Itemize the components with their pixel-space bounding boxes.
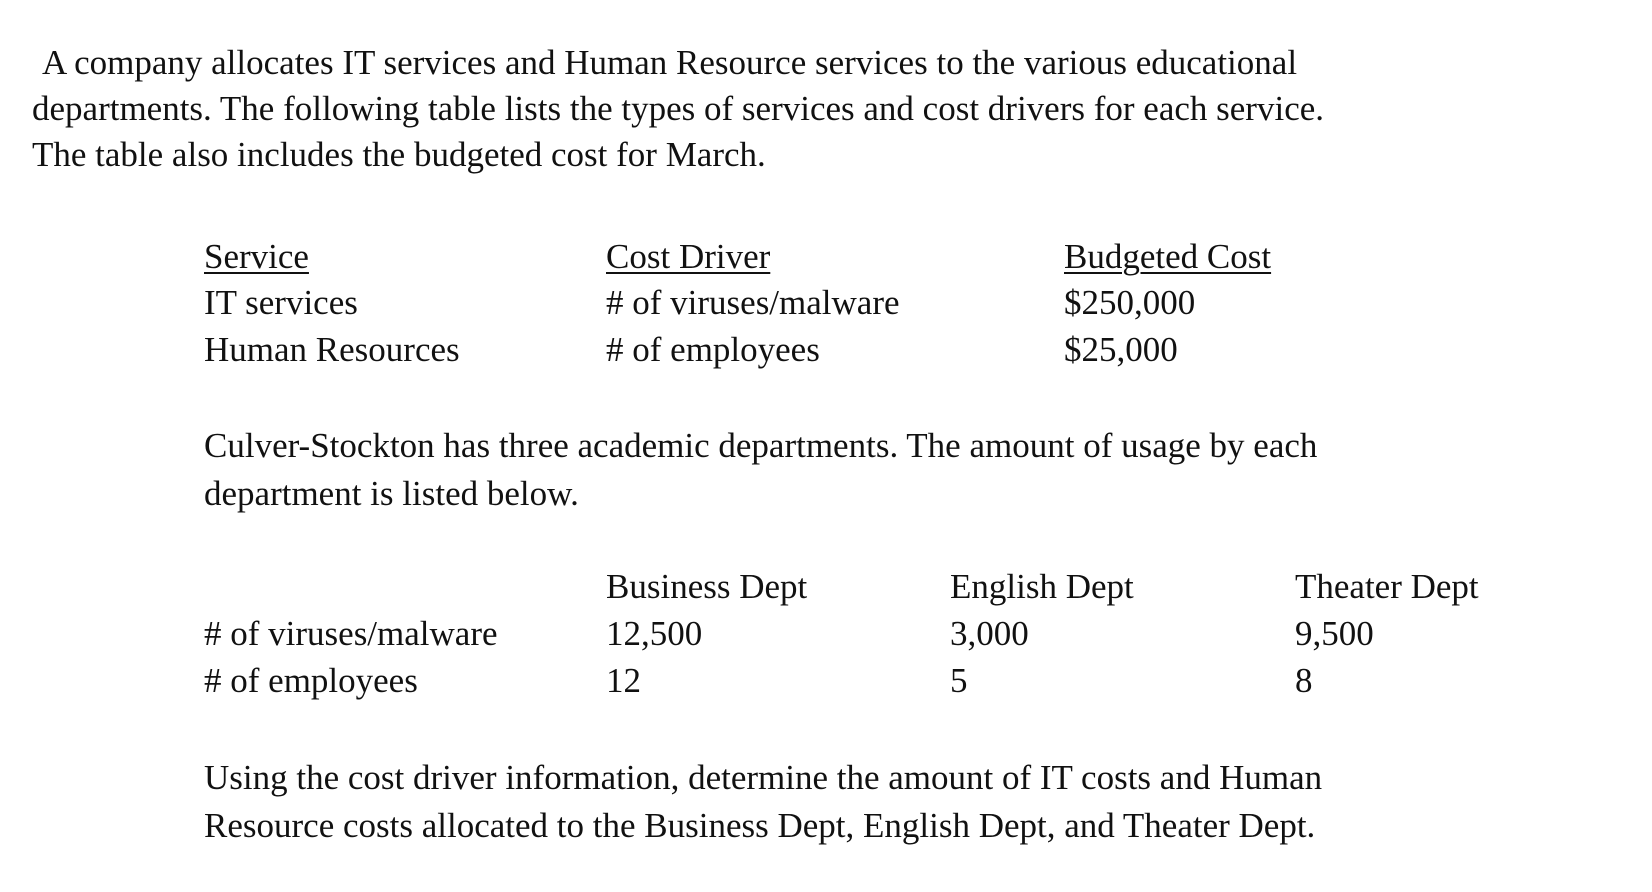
row-label: # of viruses/malware (204, 614, 498, 653)
usage-value: 9,500 (1295, 614, 1374, 653)
question-line: Using the cost driver information, determine the amount of IT costs and Human (204, 758, 1323, 797)
paragraph-line: Culver-Stockton has three academic departments. The amount of usage by each (204, 426, 1318, 465)
header-english-dept: English Dept (950, 567, 1134, 606)
cost-driver: # of viruses/malware (606, 283, 900, 322)
header-business-dept: Business Dept (606, 567, 808, 606)
budgeted-cost: $25,000 (1064, 330, 1178, 369)
header-cost-driver: Cost Driver (606, 237, 771, 276)
service-name: IT services (204, 283, 358, 322)
row-label: # of employees (204, 661, 418, 700)
usage-value: 12 (606, 661, 641, 700)
intro-line: departments. The following table lists the types of services and cost drivers for each service. (32, 89, 1325, 128)
usage-value: 5 (950, 661, 968, 700)
intro-paragraph (32, 40, 1592, 178)
cost-driver: # of employees (606, 330, 820, 369)
departments-paragraph (204, 422, 1604, 518)
header-budgeted-cost: Budgeted Cost (1064, 237, 1272, 276)
header-service: Service (204, 237, 309, 276)
intro-line: The table also includes the budgeted cost for March. (32, 135, 766, 174)
intro-line: A company allocates IT services and Human Resource services to the various educational (42, 43, 1298, 82)
header-theater-dept: Theater Dept (1295, 567, 1479, 606)
usage-value: 12,500 (606, 614, 703, 653)
question-paragraph (204, 754, 1604, 850)
service-name: Human Resources (204, 330, 460, 369)
usage-value: 3,000 (950, 614, 1029, 653)
question-line: Resource costs allocated to the Business Dept, English Dept, and Theater Dept. (204, 806, 1316, 845)
usage-value: 8 (1295, 661, 1313, 700)
budgeted-cost: $250,000 (1064, 283, 1196, 322)
paragraph-line: department is listed below. (204, 474, 579, 513)
